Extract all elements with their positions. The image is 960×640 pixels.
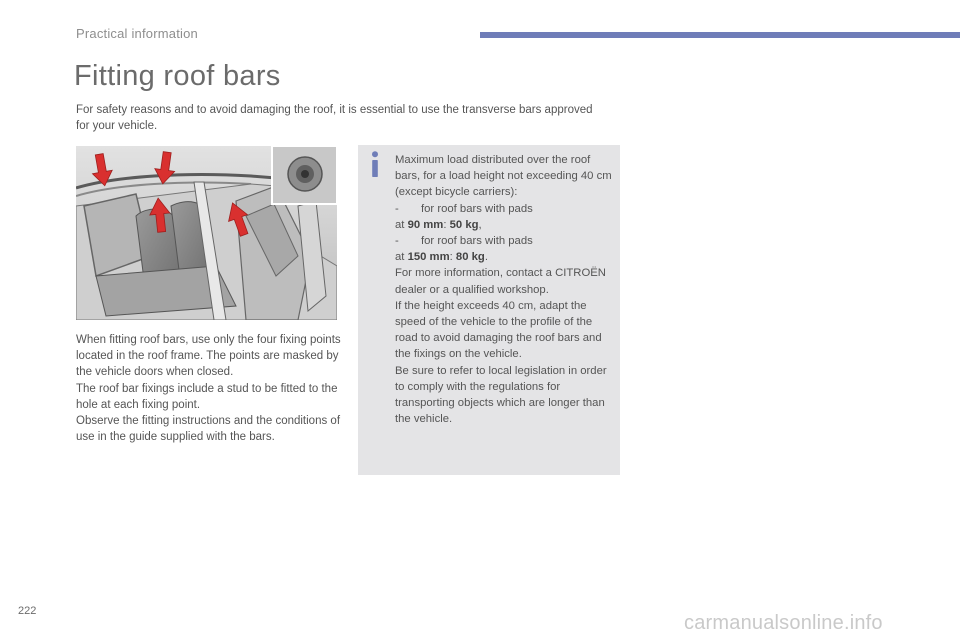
body-paragraph: When fitting roof bars, use only the four fixing points located in the roof frame. The points are masked by the vehicle doors when closed. (76, 334, 341, 379)
bullet-dash: - (395, 202, 399, 215)
body-paragraph: Observe the fitting instructions and the conditions of use in the guide supplied with the bars. (76, 415, 341, 444)
info-bullet-detail (395, 249, 613, 265)
body-text (76, 332, 342, 445)
bullet-height: 150 mm (407, 251, 450, 264)
header-accent-bar (480, 32, 960, 38)
roof-bars-illustration (76, 146, 337, 320)
bullet-end: . (484, 251, 488, 264)
info-content (395, 152, 613, 427)
info-bullet (395, 201, 613, 217)
info-paragraph: Be sure to refer to local legislation in order to comply with the regulations for transporting objects which are longer than the vehicle. (395, 364, 607, 426)
info-paragraph: If the height exceeds 40 cm, adapt the speed of the vehicle to the profile of the road to avoid damaging the roof bars and the fixings on the vehicle. (395, 299, 602, 361)
bullet-sep: : (443, 218, 450, 231)
bullet-height: 90 mm (407, 218, 444, 231)
body-paragraph: The roof bar fixings include a stud to be fitted to the hole at each fixing point. (76, 382, 338, 411)
intro-text: For safety reasons and to avoid damaging the roof, it is essential to use the transverse bars approved for your vehicle. (76, 104, 593, 132)
page-number: 222 (18, 605, 37, 617)
car-roof-fixing-points-illustration (76, 146, 337, 320)
info-box (358, 145, 620, 475)
info-bullet (395, 233, 613, 249)
bullet-end: , (478, 218, 482, 231)
watermark: carmanualsonline.info (684, 612, 883, 634)
info-paragraph: For more information, contact a CITROËN dealer or a qualified workshop. (395, 267, 606, 296)
info-bullet-detail (395, 217, 613, 233)
bullet-at: at (395, 251, 408, 264)
info-icon (368, 151, 382, 177)
bullet-dash: - (395, 235, 399, 248)
bullet-load: 80 kg (455, 251, 485, 264)
bullet-text: for roof bars with pads (421, 202, 533, 215)
bullet-text: for roof bars with pads (421, 235, 533, 248)
bullet-at: at (395, 218, 408, 231)
bullet-sep: : (449, 251, 456, 264)
info-intro: Maximum load distributed over the roof bars, for a load height not exceeding 40 cm (except bicycle carriers): (395, 154, 612, 199)
page-title: Fitting roof bars (74, 60, 281, 92)
bullet-load: 50 kg (449, 218, 479, 231)
section-label: Practical information (76, 26, 198, 41)
